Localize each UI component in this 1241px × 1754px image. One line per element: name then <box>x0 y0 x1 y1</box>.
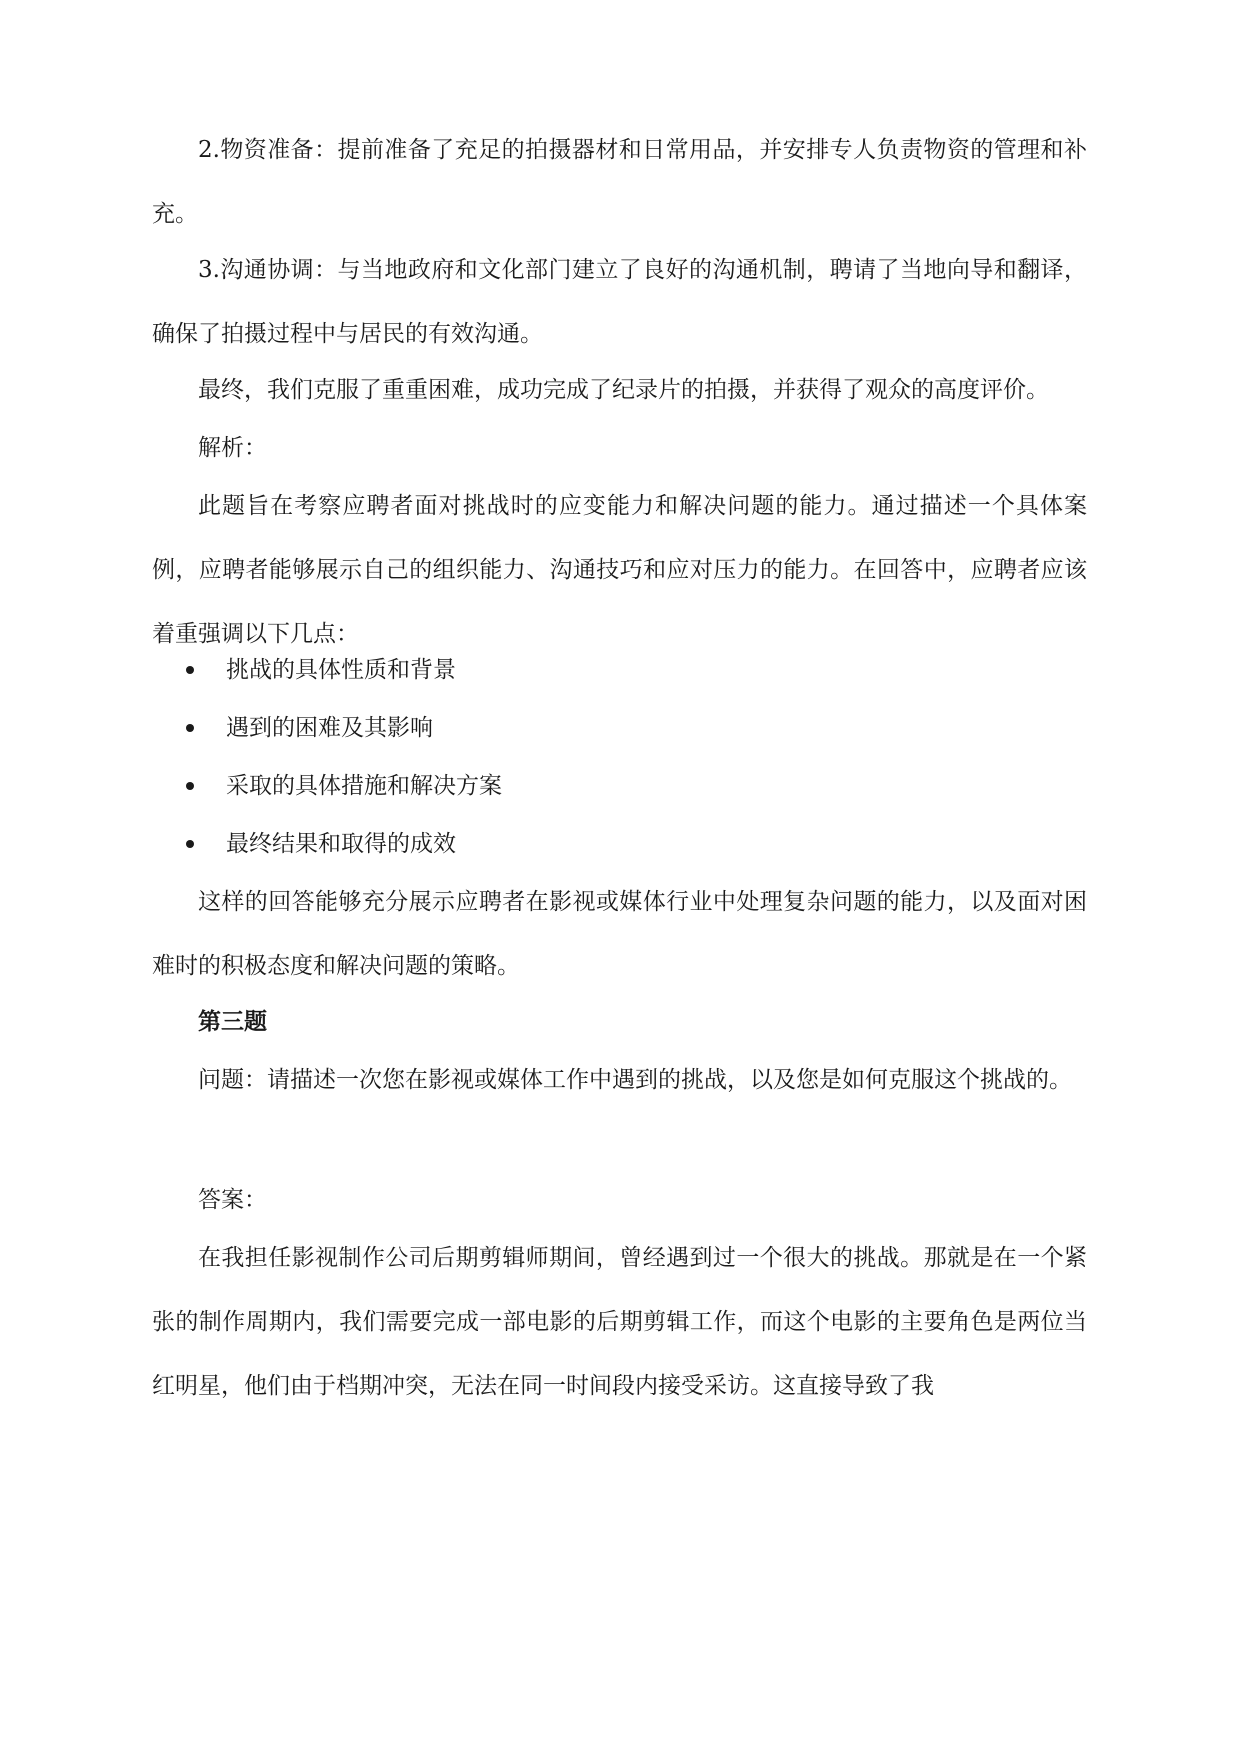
paragraph-conclusion: 最终，我们克服了重重困难，成功完成了纪录片的拍摄，并获得了观众的高度评价。 <box>198 377 1049 403</box>
bullet-text: 最终结果和取得的成效 <box>226 831 456 857</box>
bullet-dot-icon <box>186 782 194 790</box>
section-heading: 第三题 <box>198 1008 267 1035</box>
paragraph-answer-body: 在我担任影视制作公司后期剪辑师期间，曾经遇到过一个很大的挑战。那就是在一个紧张的制作周期内，我们需要完成一部电影的后期剪辑工作，而这个电影的主要角色是两位当红明星，他们由于档期冲突，无法在同一时间段内接受采访。这直接导致了我 <box>152 1245 1087 1399</box>
paragraph-material-prep: 2.物资准备：提前准备了充足的拍摄器材和日常用品，并安排专人负责物资的管理和补充。 <box>152 137 1087 227</box>
paragraph-communication: 3.沟通协调：与当地政府和文化部门建立了良好的沟通机制，聘请了当地向导和翻译，确保了拍摄过程中与居民的有效沟通。 <box>152 257 1087 347</box>
paragraph-question: 问题：请描述一次您在影视或媒体工作中遇到的挑战，以及您是如何克服这个挑战的。 <box>198 1067 1072 1093</box>
paragraph-analysis-body: 此题旨在考察应聘者面对挑战时的应变能力和解决问题的能力。通过描述一个具体案例，应聘者能够展示自己的组织能力、沟通技巧和应对压力的能力。在回答中，应聘者应该着重强调以下几点： <box>152 493 1087 647</box>
paragraph-answer-label: 答案： <box>198 1187 267 1213</box>
bullet-text: 采取的具体措施和解决方案 <box>226 773 502 799</box>
bullet-dot-icon <box>186 840 194 848</box>
bullet-dot-icon <box>186 724 194 732</box>
paragraph-analysis-label: 解析： <box>198 435 267 461</box>
bullet-text: 遇到的困难及其影响 <box>226 715 433 741</box>
paragraph-summary: 这样的回答能够充分展示应聘者在影视或媒体行业中处理复杂问题的能力，以及面对困难时的积极态度和解决问题的策略。 <box>152 889 1087 979</box>
bullet-text: 挑战的具体性质和背景 <box>226 657 456 683</box>
bullet-dot-icon <box>186 666 194 674</box>
